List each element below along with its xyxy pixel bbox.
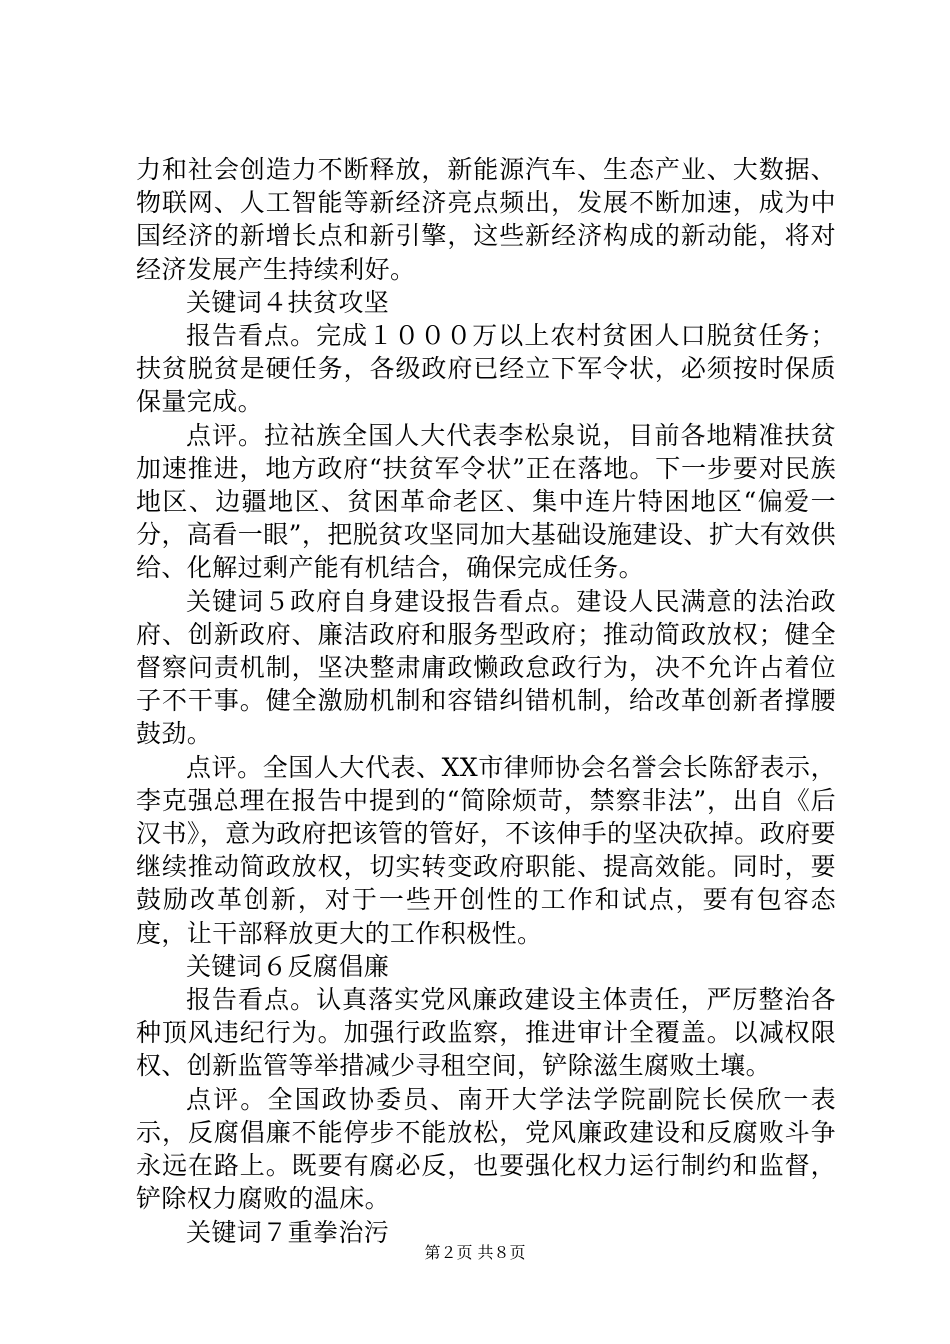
document-body [136,153,836,1249]
paragraph-commentary: 点评。拉祜族全国人大代表李松泉说，目前各地精准扶贫加速推进，地方政府“扶贫军令状”正在落地。下一步要对民族地区、边疆地区、贫困革命老区、集中连片特困地区“偏爱一分，高看一眼”，把脱贫攻坚同加大基础设施建设、扩大有效供给、化解过剩产能有机结合，确保完成任务。 [136,420,836,583]
keyword-heading-6: 关键词６反腐倡廉 [186,951,390,981]
paragraph-report-highlight: 报告看点。完成１０００万以上农村贫困人口脱贫任务；扶贫脱贫是硬任务，各级政府已经立下军令状，必须按时保质保量完成。 [136,321,836,417]
paragraph-report-highlight: 报告看点。认真落实党风廉政建设主体责任，严厉整治各种顶风违纪行为。加强行政监察，推进审计全覆盖。以减权限权、创新监管等举措减少寻租空间，铲除滋生腐败土壤。 [136,985,836,1081]
paragraph-continuation: 力和社会创造力不断释放，新能源汽车、生态产业、大数据、物联网、人工智能等新经济亮点频出，发展不断加速，成为中国经济的新增长点和新引擎，这些新经济构成的新动能，将对经济发展产生持续利好。 [136,155,836,284]
keyword-heading-4: 关键词４扶贫攻坚 [186,287,390,317]
paragraph-commentary: 点评。全国人大代表、XX市律师协会名誉会长陈舒表示，李克强总理在报告中提到的“简除烦苛，禁察非法”，出自《后汉书》，意为政府把该管的管好，不该伸手的坚决砍掉。政府要继续推动简政放权，切实转变政府职能、提高效能。同时，要鼓励改革创新，对于一些开创性的工作和试点，要有包容态度，让干部释放更大的工作积极性。 [136,752,836,948]
keyword-heading-7: 关键词７重拳治污 [186,1217,390,1247]
paragraph-commentary: 点评。全国政协委员、南开大学法学院副院长侯欣一表示，反腐倡廉不能停步不能放松，党风廉政建设和反腐败斗争永远在路上。既要有腐必反，也要强化权力运行制约和监督，铲除权力腐败的温床。 [136,1084,836,1214]
keyword-heading-5: 关键词５政府自身建设报告看点。建设人民满意的法治政府、创新政府、廉洁政府和服务型政府；推动简政放权；健全督察问责机制，坚决整肃庸政懒政怠政行为，决不允许占着位子不干事。健全激励机制和容错纠错机制，给改革创新者撑腰鼓劲。 [136,586,836,749]
page-number-footer: 第２页 共８页 [424,1243,526,1262]
